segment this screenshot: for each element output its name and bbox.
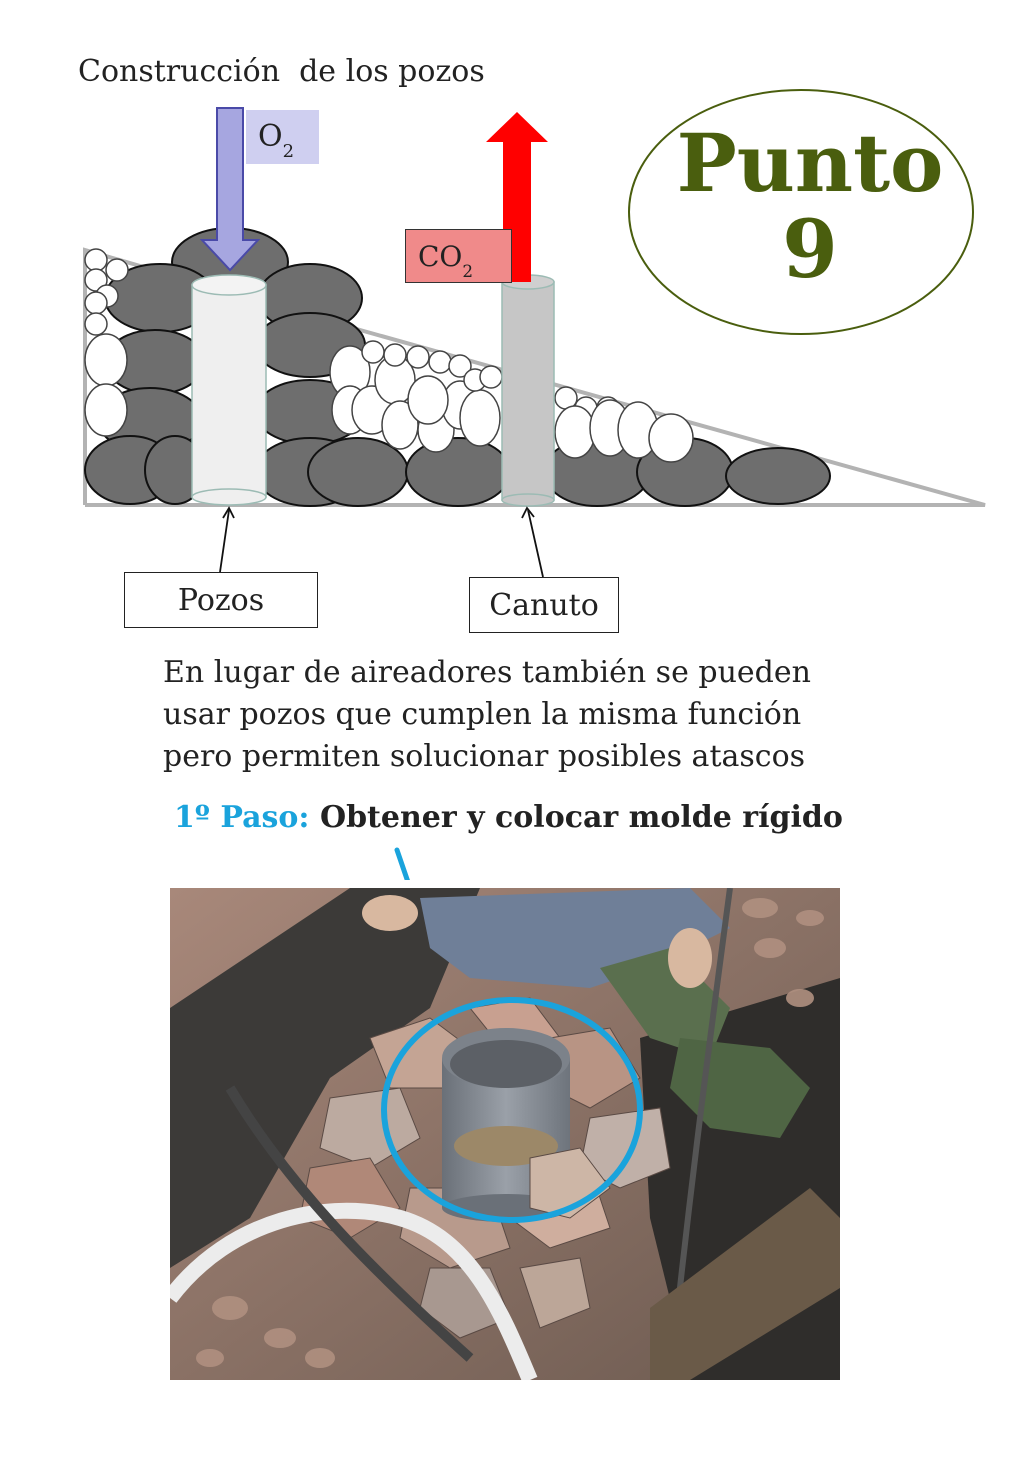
paragraph-line: En lugar de aireadores también se pueden bbox=[163, 655, 811, 690]
punto-number: 9 bbox=[782, 202, 838, 297]
step-heading bbox=[174, 800, 843, 835]
canuto-label: Canuto bbox=[469, 577, 619, 633]
pozos-label: Pozos bbox=[124, 572, 318, 628]
step-text: Obtener y colocar molde rígido bbox=[319, 800, 843, 835]
pointer-lines bbox=[220, 508, 543, 577]
co2-label: $CO_2$ bbox=[405, 229, 512, 283]
page-title: Construcción de los pozos bbox=[78, 54, 485, 89]
paragraph-line: usar pozos que cumplen la misma función bbox=[163, 697, 802, 732]
pozo-cylinder bbox=[192, 275, 266, 505]
o2-label: $O_2$ bbox=[246, 110, 319, 164]
explanation-paragraph bbox=[163, 652, 883, 778]
paragraph-line: pero permiten solucionar posibles atascos bbox=[163, 739, 806, 774]
site-photo bbox=[170, 888, 840, 1380]
step-arrow bbox=[397, 850, 452, 880]
punto-word: Punto bbox=[676, 116, 944, 210]
step-prefix: 1º Paso: bbox=[174, 800, 310, 835]
canuto-cylinder bbox=[502, 275, 554, 506]
punto-badge bbox=[640, 116, 980, 297]
